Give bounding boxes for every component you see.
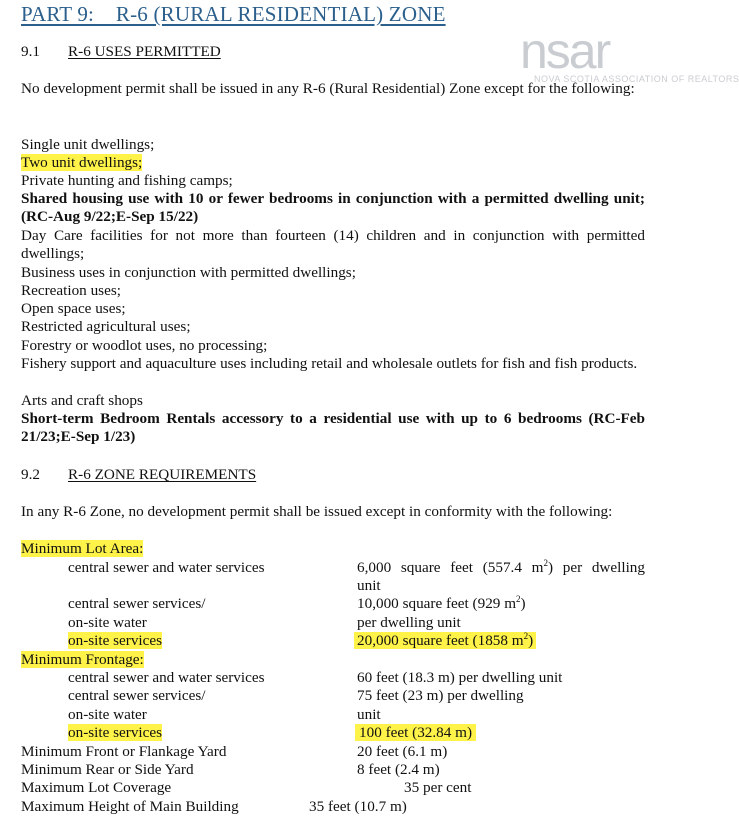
lot-area-row-label-highlighted: on-site services — [68, 632, 163, 649]
lot-area-row-value: 6,000 square feet (557.4 $m^2$) per dwelling — [357, 557, 645, 576]
use-item: Restricted agricultural uses; — [21, 318, 191, 335]
use-item: Single unit dwellings; — [21, 136, 155, 153]
lot-area-row-value-cont: unit — [357, 577, 381, 594]
frontage-row-value: 75 feet (23 m) per dwelling — [357, 687, 524, 704]
use-item: Forestry or woodlot uses, no processing; — [21, 337, 268, 354]
section-intro-requirements: In any R-6 Zone, no development permit shall be issued except in conformity with the following: — [21, 503, 613, 520]
frontage-row-value-cont: unit — [357, 706, 381, 723]
section-heading-requirements: R-6 ZONE REQUIREMENTS — [68, 466, 257, 483]
frontage-row-label-highlighted: on-site services — [68, 724, 163, 741]
frontage-heading — [21, 651, 144, 669]
watermark-subtitle: NOVA SCOTIA ASSOCIATION OF REALTORS — [534, 74, 739, 84]
frontage-row-value-highlighted: 100 feet (32.84 m) — [357, 724, 476, 742]
use-item-text: Two unit dwellings; — [21, 154, 143, 171]
use-item: Private hunting and fishing camps; — [21, 172, 233, 189]
section-heading-uses: R-6 USES PERMITTED — [68, 43, 221, 60]
use-item-bold: Short-term Bedroom Rentals accessory to a residential use with up to 6 bedrooms (RC-Feb 21/23;E-Sep 1/23) — [21, 410, 645, 445]
lot-area-row-label: central sewer and water services — [68, 559, 265, 576]
use-item-bold: Shared housing use with 10 or fewer bedrooms in conjunction with a permitted dwelling unit; (RC-Aug 9/22;E-Sep 15/22) — [21, 190, 645, 225]
page-title: PART 9: R-6 (RURAL RESIDENTIAL) ZONE — [21, 2, 446, 26]
front-yard-value: 20 feet (6.1 m) — [357, 743, 448, 760]
section-number-9-2: 9.2 — [21, 466, 40, 483]
frontage-label: Minimum Frontage: — [21, 651, 144, 668]
rear-yard-value: 8 feet (2.4 m) — [357, 761, 440, 778]
front-yard-label: Minimum Front or Flankage Yard — [21, 743, 227, 760]
use-item: Arts and craft shops — [21, 392, 143, 409]
frontage-row-label: central sewer services/ — [68, 687, 206, 704]
height-value: 35 feet (10.7 m) — [309, 798, 407, 815]
section-intro-uses: No development permit shall be issued in any R-6 (Rural Residential) Zone except for the following: — [21, 80, 635, 97]
lot-area-row-value-highlighted: 20,000 square feet (1858 $m^2$) — [357, 632, 536, 650]
watermark-logo-text: nsar — [520, 23, 610, 79]
rear-yard-label: Minimum Rear or Side Yard — [21, 761, 194, 778]
frontage-row-label-cont: on-site water — [68, 706, 147, 723]
use-item-highlighted — [21, 154, 142, 172]
lot-area-label: Minimum Lot Area: — [21, 540, 144, 557]
use-item: Recreation uses; — [21, 282, 121, 299]
lot-area-heading — [21, 540, 143, 558]
lot-area-row-label: central sewer services/ — [68, 595, 206, 612]
coverage-label: Maximum Lot Coverage — [21, 779, 172, 796]
section-number-9-1: 9.1 — [21, 43, 40, 60]
use-item: Business uses in conjunction with permitted dwellings; — [21, 264, 356, 281]
use-item: Day Care facilities for not more than fourteen (14) children and in conjunction with permitted dwellings; — [21, 227, 645, 262]
coverage-value: 35 per cent — [404, 779, 472, 796]
frontage-row-value: 60 feet (18.3 m) per dwelling unit — [357, 669, 563, 686]
lot-area-row-value-cont: per dwelling unit — [357, 614, 461, 631]
use-item: Open space uses; — [21, 300, 126, 317]
lot-area-row-value: 10,000 square feet (929 $m^2$) — [357, 593, 526, 612]
lot-area-row-label-cont: on-site water — [68, 614, 147, 631]
use-item: Fishery support and aquaculture uses including retail and wholesale outlets for fish and fish products. — [21, 355, 638, 372]
frontage-row-label: central sewer and water services — [68, 669, 265, 686]
height-label: Maximum Height of Main Building — [21, 798, 239, 815]
